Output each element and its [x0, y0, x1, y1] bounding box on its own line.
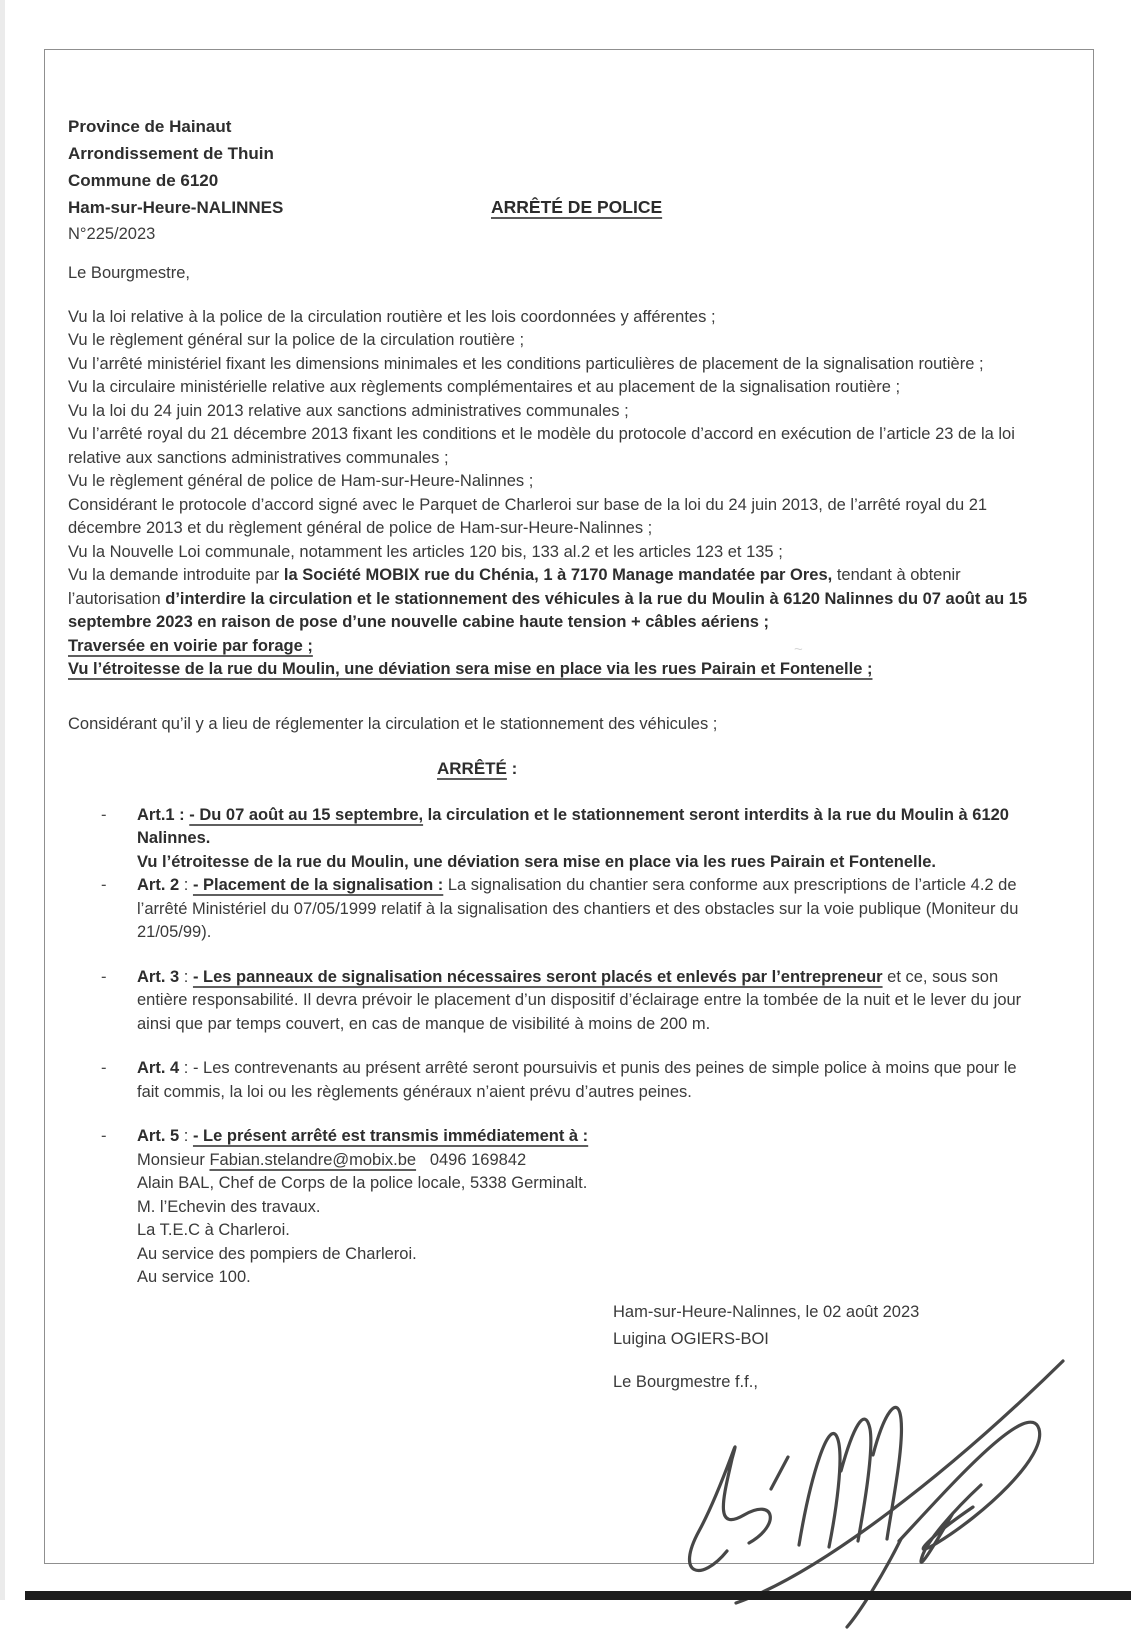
- text-segment: Vu la Nouvelle Loi communale, notamment les articles 120 bis, 133 al.2 et les articles 123 et 135 ;: [68, 542, 783, 561]
- article-bullet-dash: -: [101, 805, 107, 824]
- article-bullet-dash: -: [101, 1127, 107, 1145]
- decree-heading: [437, 757, 1031, 781]
- text-segment: - Placement de la signalisation :: [192, 876, 444, 894]
- article-bullet-dash: -: [101, 967, 107, 986]
- text-segment: tendant à obtenir l’autorisation: [68, 566, 961, 608]
- text-segment: Vu la loi du 24 juin 2013 relative aux sanctions administratives communales ;: [68, 401, 629, 420]
- article-item: [68, 966, 1031, 1037]
- preamble-paragraph: [68, 353, 1031, 377]
- text-segment: Vu l’arrêté royal du 21 décembre 2013 fixant les conditions et le modèle du protocole d’accord en exécution de l’article 23 de la loi relative aux sanctions administratives communales ;: [68, 425, 1015, 467]
- text-segment: Fabian.stelandre@mobix.be: [209, 1150, 417, 1169]
- articles-list: [68, 804, 1031, 1290]
- document-content: [68, 113, 1031, 1290]
- text-segment: - Du 07 août au 15 septembre,: [189, 805, 424, 824]
- text-segment: Art. 5: [137, 1127, 180, 1145]
- text-segment: Vu l’arrêté ministériel fixant les dimensions minimales et les conditions particulières de placement de la signalisation routière ;: [68, 354, 984, 373]
- text-segment: Au service 100.: [137, 1268, 251, 1286]
- text-segment: Monsieur: [137, 1150, 210, 1169]
- article-item: [68, 1125, 1031, 1290]
- text-segment: : - Les contrevenants au présent arrêté seront poursuivis et punis des peines de simple police à moins que pour le fait commis, la loi ou les règlements généraux n’aient prévu d’autres peines.: [137, 1059, 1017, 1101]
- text-segment: Au service des pompiers de Charleroi.: [137, 1244, 417, 1263]
- text-segment: Vu la loi relative à la police de la circulation routière et les lois coordonnées y afférentes ;: [68, 307, 716, 326]
- letterhead-commune: Commune de 6120: [68, 171, 219, 190]
- text-segment: Art. 3: [137, 967, 180, 986]
- text-segment: Art. 4: [137, 1059, 180, 1077]
- text-segment: la circulation et le stationnement seront interdits à la rue du Moulin à 6120 Nalinnes.: [137, 805, 1009, 847]
- letterhead-arrondissement: Arrondissement de Thuin: [68, 144, 274, 163]
- text-segment: d’interdire la circulation et le stationnement des véhicules à la rue du Moulin à 6120 Nalinnes du 07 août au 15 septembre 2023 en raison de pose d’une nouvelle cabine haute tension + câbles aériens ;: [68, 589, 1028, 631]
- preamble-paragraph: [68, 494, 1031, 541]
- text-segment: Vu l’étroitesse de la rue du Moulin, une déviation sera mise en place via les rues Pairain et Fontenelle.: [137, 852, 936, 871]
- text-segment: ARRÊTÉ: [437, 759, 507, 778]
- text-segment: - Les panneaux de signalisation nécessaires seront placés et enlevés par l’entrepreneur: [192, 967, 883, 986]
- text-segment: Vu la circulaire ministérielle relative aux règlements complémentaires et au placement de la signalisation routière ;: [68, 378, 901, 396]
- preamble-paragraph: [68, 376, 1031, 400]
- text-segment: La T.E.C à Charleroi.: [137, 1221, 290, 1239]
- text-segment: Vu la demande introduite par: [68, 566, 284, 584]
- preamble-paragraph: [68, 658, 1031, 682]
- scan-bottom-bar: [25, 1591, 1131, 1600]
- text-segment: la Société MOBIX rue du Chénia, 1 à 7170 Manage mandatée par Ores,: [283, 566, 833, 584]
- text-segment: 0496 169842: [416, 1150, 527, 1169]
- preamble-paragraph: [68, 635, 1031, 659]
- preamble-section: [68, 306, 1031, 682]
- article-item: [68, 1057, 1031, 1104]
- article-bullet-dash: -: [101, 1059, 107, 1077]
- scan-smudge-artifact: ~: [794, 641, 803, 658]
- considering-paragraph: Considérant qu’il y a lieu de réglementer la circulation et le stationnement des véhicules ;: [68, 714, 718, 733]
- text-segment: Vu l’étroitesse de la rue du Moulin, une déviation sera mise en place via les rues Pairain et Fontenelle ;: [68, 660, 873, 678]
- text-segment: Art. 2: [137, 876, 180, 894]
- letterhead: [68, 113, 1031, 248]
- article-item: [68, 874, 1031, 945]
- text-segment: :: [179, 1127, 193, 1145]
- text-segment: Alain BAL, Chef de Corps de la police locale, 5338 Germinalt.: [137, 1174, 588, 1192]
- preamble-paragraph: [68, 470, 1031, 494]
- salutation: Le Bourgmestre,: [68, 264, 190, 282]
- document-number: N°225/2023: [68, 225, 156, 243]
- closing-signatory-name: Luigina OGIERS-BOI: [613, 1330, 769, 1348]
- closing-signatory-role: Le Bourgmestre f.f.,: [613, 1373, 758, 1391]
- text-segment: Vu le règlement général sur la police de la circulation routière ;: [68, 331, 525, 349]
- text-segment: :: [179, 967, 193, 986]
- text-segment: Art.1 :: [137, 805, 190, 824]
- preamble-paragraph: [68, 329, 1031, 353]
- preamble-paragraph: [68, 541, 1031, 565]
- closing-block: [613, 1299, 919, 1396]
- text-segment: :: [179, 876, 193, 894]
- preamble-paragraph: [68, 306, 1031, 330]
- text-segment: :: [506, 759, 518, 778]
- text-segment: Considérant le protocole d’accord signé avec le Parquet de Charleroi sur base de la loi du 24 juin 2013, de l’arrêté royal du 21 décembre 2013 et du règlement général de police de Ham-sur-Heure-Nalinnes ;: [68, 495, 988, 537]
- article-item: [68, 804, 1031, 875]
- scan-edge-shadow: [0, 0, 5, 1600]
- text-segment: - Le présent arrêté est transmis immédiatement à :: [192, 1127, 589, 1145]
- text-segment: et ce, sous son entière responsabilité. Il devra prévoir le placement d’un dispositif d’éclairage entre la tombée de la nuit et le lever du jour ainsi que par temps couvert, en cas de manque de visibilité à moins de 200 m.: [137, 967, 1022, 1033]
- preamble-paragraph: [68, 423, 1031, 470]
- letterhead-province: Province de Hainaut: [68, 117, 232, 136]
- preamble-paragraph: [68, 564, 1031, 635]
- text-segment: Vu le règlement général de police de Ham-sur-Heure-Nalinnes ;: [68, 472, 534, 490]
- text-segment: Traversée en voirie par forage ;: [68, 636, 313, 655]
- article-bullet-dash: -: [101, 876, 107, 894]
- document-title: ARRÊTÉ DE POLICE: [491, 197, 663, 217]
- text-segment: M. l’Echevin des travaux.: [137, 1197, 321, 1216]
- text-segment: La signalisation du chantier sera conforme aux prescriptions de l’article 4.2 de l’arrêté Ministériel du 07/05/1999 relatif à la signalisation des chantiers et des obstacles sur la voie publique (Moniteur du 21/05/99).: [137, 876, 1019, 941]
- preamble-paragraph: [68, 400, 1031, 424]
- document-page-frame: [44, 49, 1094, 1564]
- closing-place-date: Ham-sur-Heure-Nalinnes, le 02 août 2023: [613, 1303, 920, 1321]
- letterhead-locality: Ham-sur-Heure-NALINNES: [68, 198, 284, 217]
